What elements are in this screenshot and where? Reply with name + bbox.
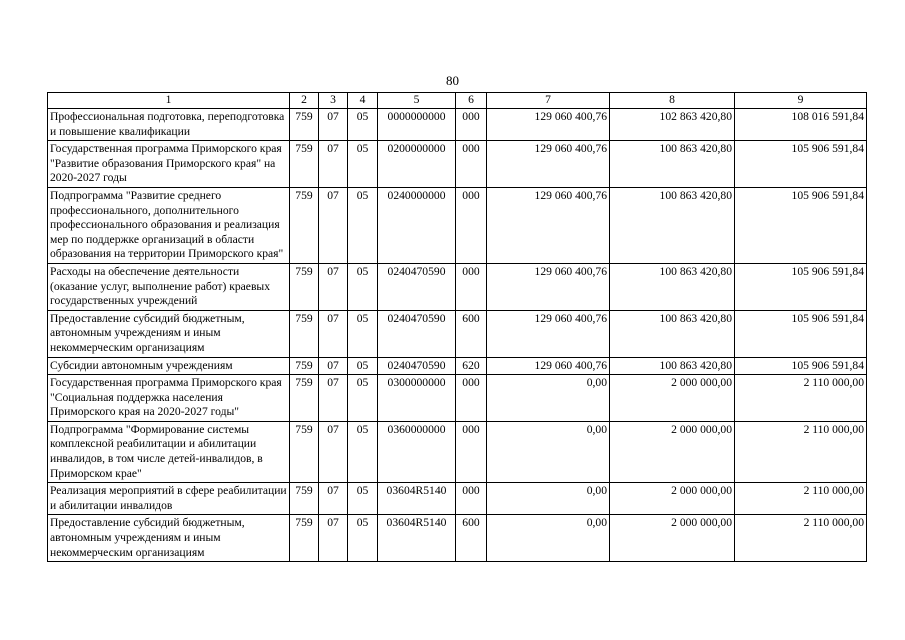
row-ministry-code: 759 [290, 421, 319, 482]
row-ministry-code: 759 [290, 375, 319, 422]
row-amount-col7: 129 060 400,76 [487, 357, 610, 375]
row-subsection-code: 05 [348, 375, 378, 422]
row-expense-type: 000 [456, 141, 487, 188]
row-subsection-code: 05 [348, 357, 378, 375]
row-name: Реализация мероприятий в сфере реабилитации и абилитации инвалидов [48, 483, 290, 515]
header-cell: 9 [735, 93, 867, 109]
row-amount-col8: 2 000 000,00 [610, 421, 735, 482]
row-target-code: 0000000000 [378, 109, 456, 141]
row-name: Предоставление субсидий бюджетным, автономным учреждениям и иным некоммерческим организациям [48, 515, 290, 562]
row-expense-type: 000 [456, 109, 487, 141]
row-amount-col8: 102 863 420,80 [610, 109, 735, 141]
row-section-code: 07 [319, 515, 348, 562]
row-amount-col7: 0,00 [487, 375, 610, 422]
row-ministry-code: 759 [290, 357, 319, 375]
row-amount-col8: 100 863 420,80 [610, 187, 735, 263]
row-amount-col9: 2 110 000,00 [735, 515, 867, 562]
row-section-code: 07 [319, 483, 348, 515]
row-subsection-code: 05 [348, 515, 378, 562]
row-expense-type: 000 [456, 483, 487, 515]
header-cell: 1 [48, 93, 290, 109]
row-ministry-code: 759 [290, 310, 319, 357]
row-target-code: 0240000000 [378, 187, 456, 263]
row-amount-col9: 105 906 591,84 [735, 310, 867, 357]
header-cell: 4 [348, 93, 378, 109]
row-amount-col8: 100 863 420,80 [610, 310, 735, 357]
row-expense-type: 000 [456, 263, 487, 310]
row-subsection-code: 05 [348, 141, 378, 188]
row-section-code: 07 [319, 357, 348, 375]
row-name: Профессиональная подготовка, переподготовка и повышение квалификации [48, 109, 290, 141]
table-row [48, 263, 867, 310]
page-number: 80 [446, 73, 459, 88]
row-amount-col7: 129 060 400,76 [487, 310, 610, 357]
row-section-code: 07 [319, 187, 348, 263]
row-amount-col8: 2 000 000,00 [610, 515, 735, 562]
row-amount-col8: 100 863 420,80 [610, 141, 735, 188]
row-name: Расходы на обеспечение деятельности (оказание услуг, выполнение работ) краевых государственных учреждений [48, 263, 290, 310]
table-row [48, 483, 867, 515]
row-amount-col8: 100 863 420,80 [610, 357, 735, 375]
row-amount-col9: 105 906 591,84 [735, 263, 867, 310]
row-section-code: 07 [319, 310, 348, 357]
table-row [48, 187, 867, 263]
table-header-row [48, 93, 867, 109]
header-cell: 6 [456, 93, 487, 109]
row-section-code: 07 [319, 141, 348, 188]
row-ministry-code: 759 [290, 141, 319, 188]
row-amount-col8: 2 000 000,00 [610, 375, 735, 422]
row-expense-type: 620 [456, 357, 487, 375]
row-target-code: 0300000000 [378, 375, 456, 422]
budget-table [47, 92, 867, 562]
row-amount-col7: 129 060 400,76 [487, 109, 610, 141]
header-cell: 7 [487, 93, 610, 109]
row-subsection-code: 05 [348, 187, 378, 263]
row-subsection-code: 05 [348, 109, 378, 141]
row-subsection-code: 05 [348, 421, 378, 482]
row-ministry-code: 759 [290, 187, 319, 263]
row-amount-col9: 2 110 000,00 [735, 483, 867, 515]
row-target-code: 03604R5140 [378, 483, 456, 515]
row-expense-type: 000 [456, 421, 487, 482]
row-amount-col9: 105 906 591,84 [735, 187, 867, 263]
table-row [48, 109, 867, 141]
row-target-code: 0360000000 [378, 421, 456, 482]
row-ministry-code: 759 [290, 263, 319, 310]
row-section-code: 07 [319, 263, 348, 310]
row-subsection-code: 05 [348, 310, 378, 357]
table-row [48, 357, 867, 375]
row-amount-col9: 2 110 000,00 [735, 375, 867, 422]
row-target-code: 0240470590 [378, 357, 456, 375]
row-amount-col8: 2 000 000,00 [610, 483, 735, 515]
table-row [48, 421, 867, 482]
row-amount-col8: 100 863 420,80 [610, 263, 735, 310]
row-amount-col9: 105 906 591,84 [735, 141, 867, 188]
row-amount-col7: 0,00 [487, 483, 610, 515]
table-row [48, 141, 867, 188]
header-cell: 5 [378, 93, 456, 109]
row-name: Субсидии автономным учреждениям [48, 357, 290, 375]
table-row [48, 375, 867, 422]
header-cell: 8 [610, 93, 735, 109]
row-ministry-code: 759 [290, 515, 319, 562]
row-amount-col7: 129 060 400,76 [487, 141, 610, 188]
row-name: Государственная программа Приморского края "Развитие образования Приморского края" на 2020-2027 годы [48, 141, 290, 188]
row-section-code: 07 [319, 375, 348, 422]
row-ministry-code: 759 [290, 109, 319, 141]
row-target-code: 0200000000 [378, 141, 456, 188]
row-amount-col7: 0,00 [487, 421, 610, 482]
row-name: Государственная программа Приморского края "Социальная поддержка населения Приморского края на 2020-2027 годы" [48, 375, 290, 422]
row-expense-type: 000 [456, 187, 487, 263]
row-amount-col9: 105 906 591,84 [735, 357, 867, 375]
table-row [48, 515, 867, 562]
table-row [48, 310, 867, 357]
header-cell: 3 [319, 93, 348, 109]
row-name: Подпрограмма "Развитие среднего профессионального, дополнительного профессионального образования и реализация мер по поддержке организаций в области образования на территории Приморского края" [48, 187, 290, 263]
row-target-code: 0240470590 [378, 310, 456, 357]
row-expense-type: 600 [456, 310, 487, 357]
row-subsection-code: 05 [348, 263, 378, 310]
row-expense-type: 000 [456, 375, 487, 422]
row-ministry-code: 759 [290, 483, 319, 515]
row-amount-col9: 2 110 000,00 [735, 421, 867, 482]
row-expense-type: 600 [456, 515, 487, 562]
row-amount-col7: 0,00 [487, 515, 610, 562]
row-amount-col9: 108 016 591,84 [735, 109, 867, 141]
row-target-code: 0240470590 [378, 263, 456, 310]
row-subsection-code: 05 [348, 483, 378, 515]
header-cell: 2 [290, 93, 319, 109]
row-section-code: 07 [319, 109, 348, 141]
row-target-code: 03604R5140 [378, 515, 456, 562]
row-name: Предоставление субсидий бюджетным, автономным учреждениям и иным некоммерческим организациям [48, 310, 290, 357]
row-amount-col7: 129 060 400,76 [487, 263, 610, 310]
row-amount-col7: 129 060 400,76 [487, 187, 610, 263]
row-name: Подпрограмма "Формирование системы комплексной реабилитации и абилитации инвалидов, в том числе детей-инвалидов, в Приморском крае" [48, 421, 290, 482]
row-section-code: 07 [319, 421, 348, 482]
